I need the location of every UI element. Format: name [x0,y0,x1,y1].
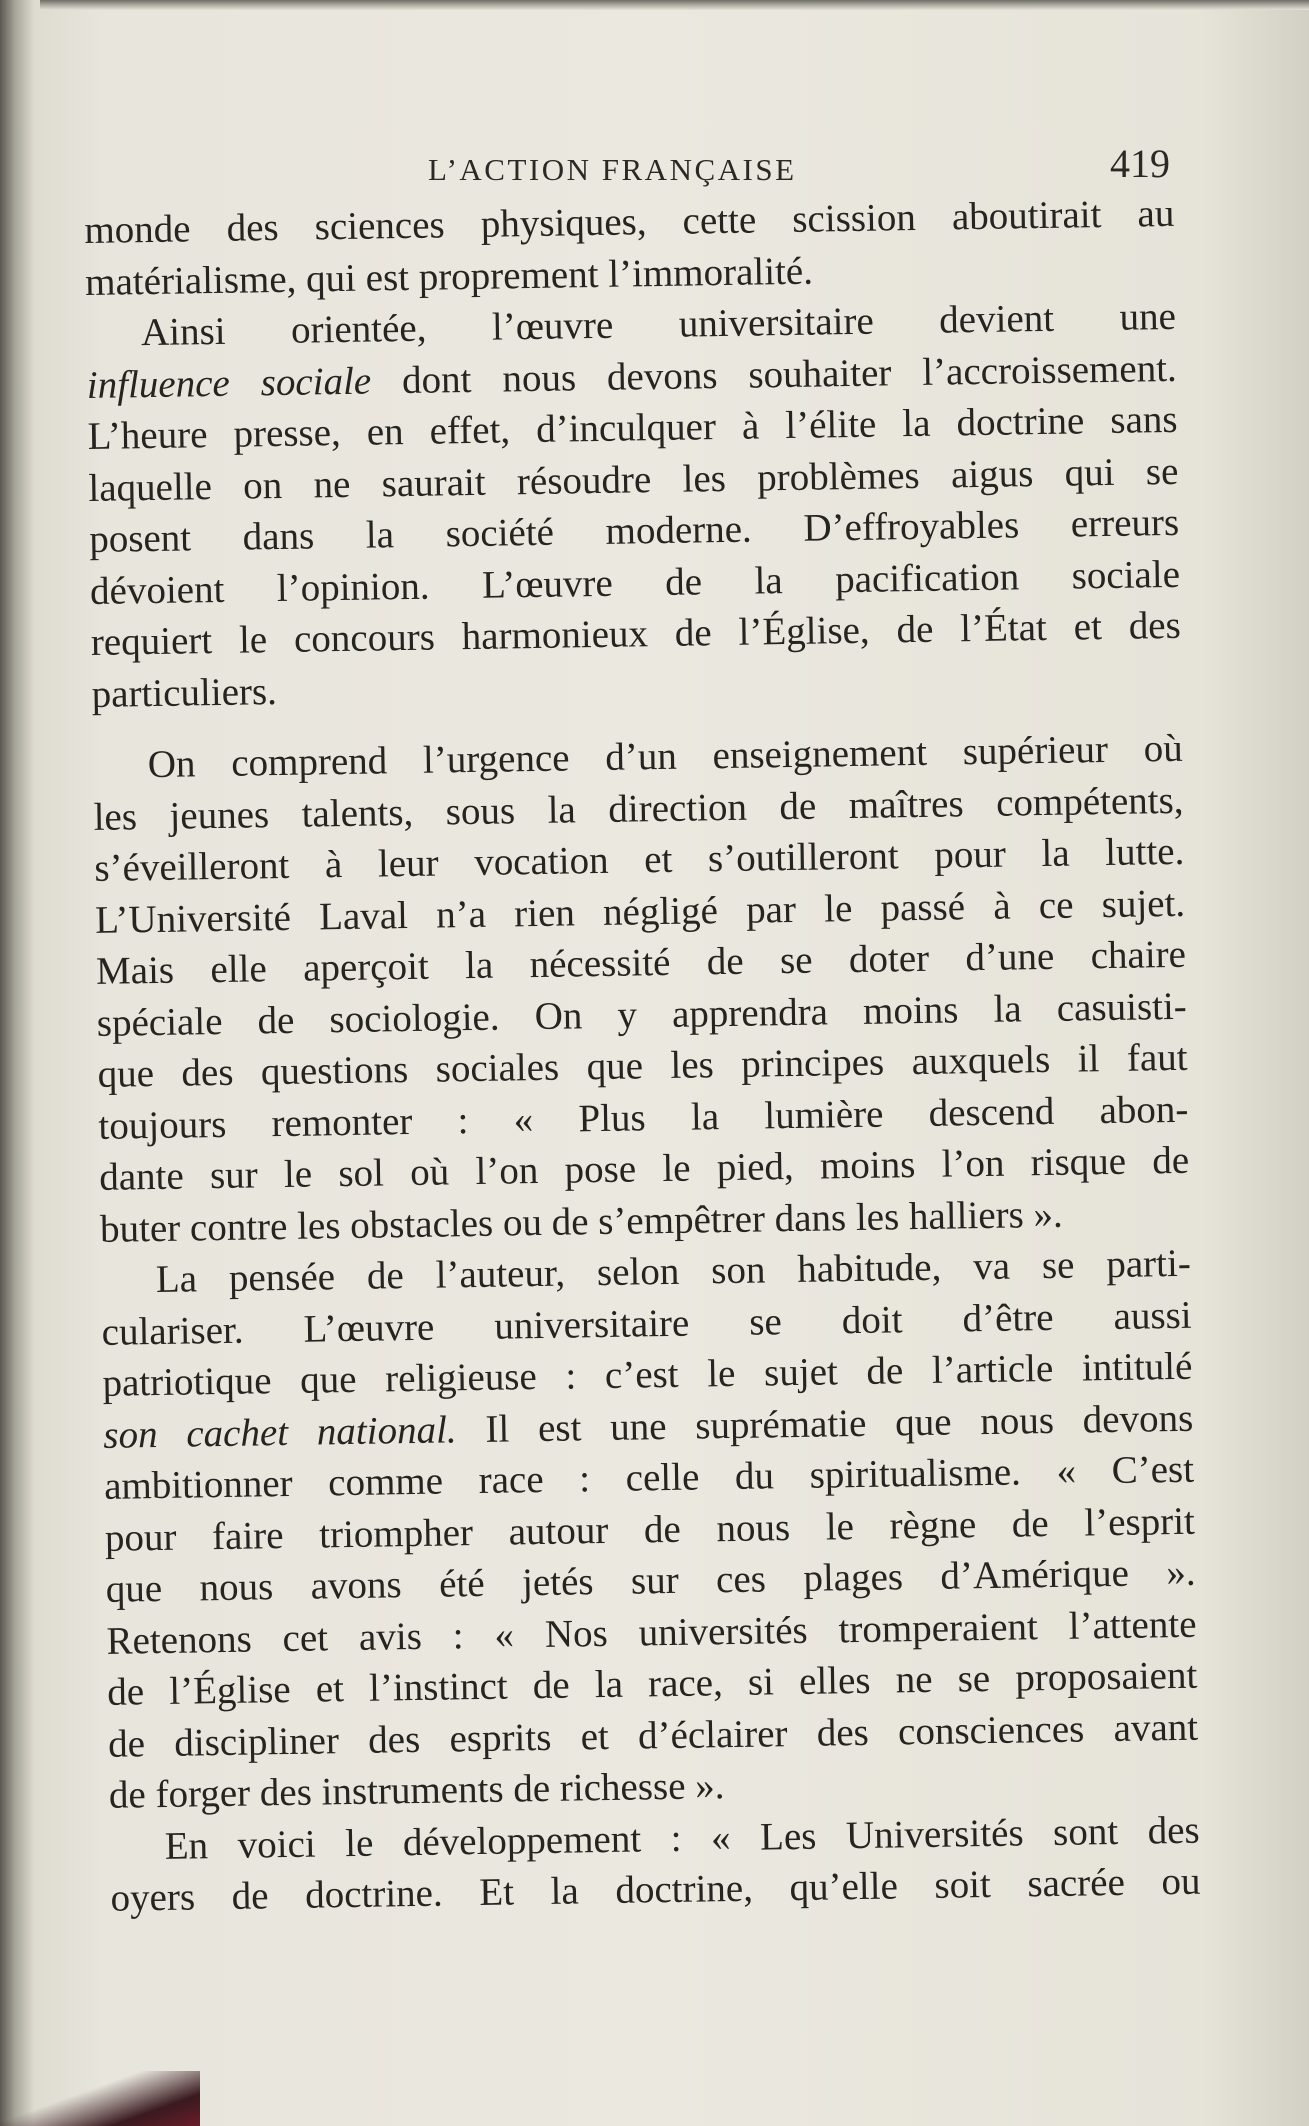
text-line: pour faire triompher autour de nous le règne de l’esprit [104,1499,1196,1560]
text-line: son cachet national. Il est une suprématie que nous devons [102,1396,1194,1457]
text-line: matérialisme, qui est proprement l’immoralité. [84,249,814,304]
text-line: particuliers. [91,669,278,716]
text-line: On comprend l’urgence d’un enseignement supérieur où [147,726,1184,787]
text-line: toujours remonter : « Plus la lumière descend abon- [98,1087,1189,1148]
running-title: L’ACTION FRANÇAISE [428,152,797,187]
text-line: buter contre les obstacles ou de s’empêtrer dans les halliers ». [99,1192,1064,1251]
text-line: les jeunes talents, sous la direction de maîtres compétents, [93,778,1184,839]
text-line: que des questions sociales que les principes auxquels il faut [97,1035,1188,1096]
text-line: s’éveilleront à leur vocation et s’outilleront pour la lutte. [94,829,1185,890]
text-line: laquelle on ne saurait résoudre les problèmes aigus qui se [88,449,1179,510]
page-top-edge [40,0,1309,10]
body-text [84,188,1201,1924]
text-line: Mais elle aperçoit la nécessité de se doter d’une chaire [95,932,1187,993]
text-line: culariser. L’œuvre universitaire se doit d’être aussi [101,1293,1192,1354]
text-line: ambitionner comme race : celle du spiritualisme. « C’est [103,1447,1195,1508]
text-line: spéciale de sociologie. On y apprendra moins la casuisti- [96,984,1188,1045]
text-line: monde des sciences physiques, cette scission aboutirait au [84,191,1175,252]
page-number: 419 [1110,141,1170,186]
text-line: L’Université Laval n’a rien négligé par le passé à ce sujet. [94,881,1186,942]
text-line: posent dans la société moderne. D’effroyables erreurs [88,500,1180,561]
italic-phrase: son cachet national. [102,1407,457,1457]
binding-shadow [0,0,34,2126]
text-line: de forger des instruments de richesse ». [108,1764,725,1817]
text-line: requiert le concours harmonieux de l’Église, de l’État et des [90,603,1182,664]
text-line: Ainsi orientée, l’œuvre universitaire devient une [140,294,1177,355]
text-line: Retenons cet avis : « Nos universités tromperaient l’attente [106,1602,1197,1663]
text-line: dante sur le sol où l’on pose le pied, moins l’on risque de [98,1138,1190,1199]
text-line: influence sociale dont nous devons souhaiter l’accroissement. [86,346,1178,407]
text-line: La pensée de l’auteur, selon son habitude, va se parti- [155,1241,1192,1302]
book-cover-corner [0,2071,200,2126]
text-line: patriotique que religieuse : c’est le sujet de l’article intitulé [102,1344,1193,1405]
text-line: que nous avons été jetés sur ces plages d’Amérique ». [105,1550,1196,1611]
text-line: de discipliner des esprits et d’éclairer des consciences avant [107,1705,1199,1766]
text-line: oyers de doctrine. Et la doctrine, qu’elle soit sacrée ou [110,1859,1201,1920]
text-line: L’heure presse, en effet, d’inculquer à l’élite la doctrine sans [87,397,1178,458]
text-line: de l’Église et l’instinct de la race, si elles ne se proposaient [107,1653,1198,1714]
italic-phrase: influence sociale [86,359,372,407]
text-line: dévoient l’opinion. L’œuvre de la pacification sociale [89,552,1181,613]
text-line: En voici le développement : « Les Universités sont des [164,1808,1200,1868]
